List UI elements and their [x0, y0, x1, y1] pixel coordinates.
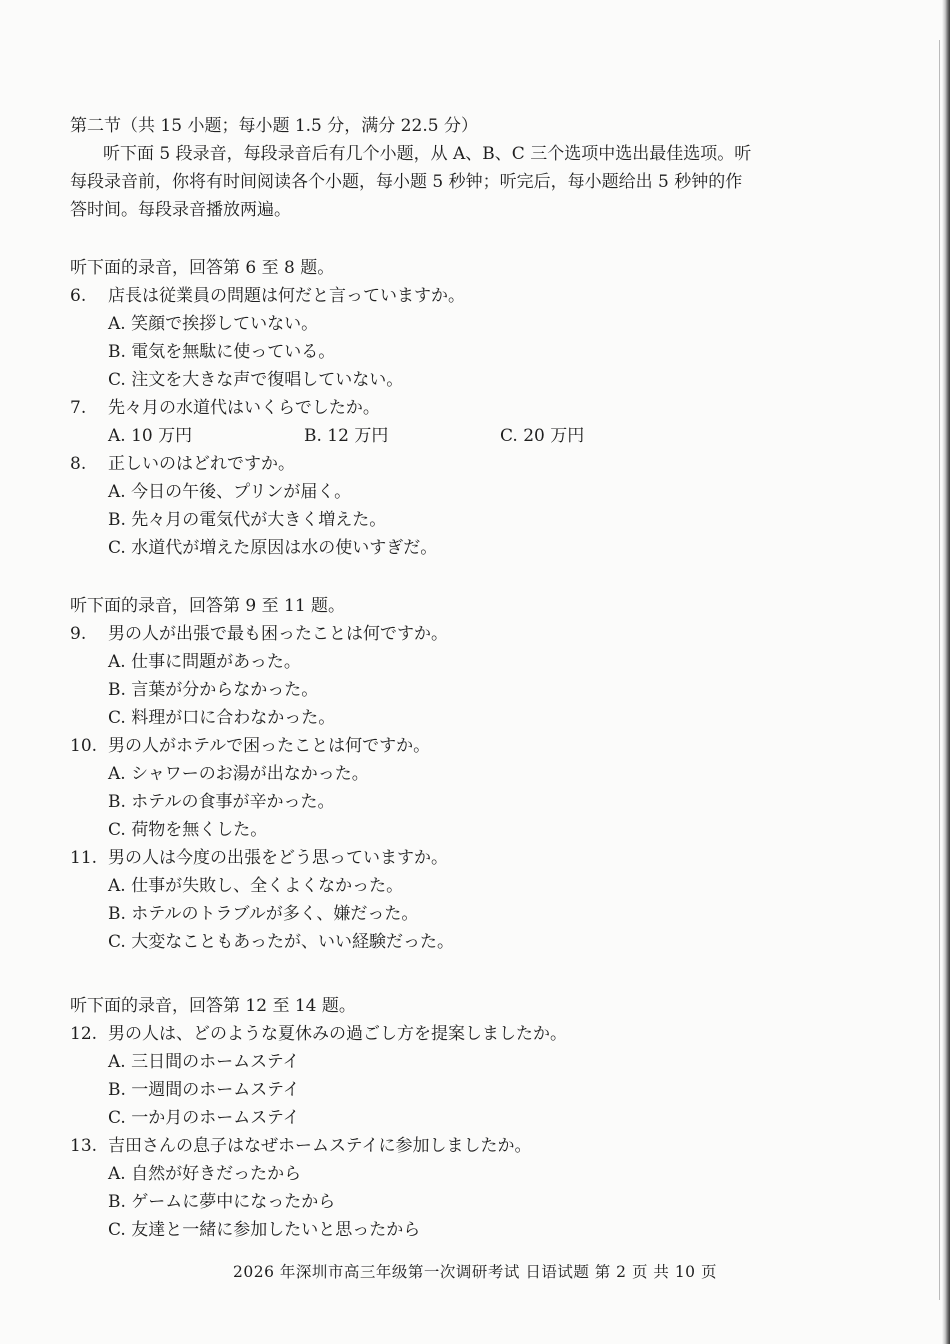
- instruction-line: 听下面 5 段录音，每段录音后有几个小题，从 A、B、C 三个选项中选出最佳选项。听: [103, 144, 752, 164]
- option-b: B. ホテルの食事が辛かった。: [108, 792, 335, 812]
- option-c: C. 料理が口に合わなかった。: [108, 708, 336, 728]
- group-intro: 听下面的录音，回答第 6 至 8 题。: [70, 258, 335, 278]
- question-text: 男の人は、どのような夏休みの過ごし方を提案しましたか。: [108, 1024, 567, 1044]
- option-b: B. 一週間のホームステイ: [108, 1080, 300, 1100]
- option-c: C. 荷物を無くした。: [108, 820, 268, 840]
- option-b: B. 先々月の電気代が大きく増えた。: [108, 510, 387, 530]
- option-a: A. 今日の午後、プリンが届く。: [108, 482, 352, 502]
- option-a: A. 笑顔で挨拶していない。: [108, 314, 319, 334]
- question-text: 男の人は今度の出張をどう思っていますか。: [108, 848, 448, 868]
- scan-edge-shadow: [942, 0, 950, 1344]
- question-12: [70, 1020, 850, 1048]
- option-c: C. 水道代が増えた原因は水の使いすぎだ。: [108, 538, 438, 558]
- scan-edge-line: [939, 40, 940, 1300]
- question-text: 男の人が出張で最も困ったことは何ですか。: [108, 624, 448, 644]
- option-a: A. 自然が好きだったから: [108, 1164, 302, 1184]
- instruction-line: 每段录音前，你将有时间阅读各个小题，每小题 5 秒钟；听完后，每小题给出 5 秒钟的作: [70, 172, 743, 192]
- question-10: [70, 732, 850, 760]
- question-6: [70, 282, 850, 310]
- option-a: A. 仕事が失敗し、全くよくなかった。: [108, 876, 404, 896]
- option-b: B. ゲームに夢中になったから: [108, 1192, 336, 1212]
- question-number: 11.: [70, 848, 98, 868]
- page-footer: 2026 年深圳市高三年级第一次调研考试 日语试题 第 2 页 共 10 页: [233, 1263, 717, 1281]
- group-intro: 听下面的录音，回答第 9 至 11 题。: [70, 596, 346, 616]
- question-number: 13.: [70, 1136, 98, 1156]
- question-text: 店長は従業員の問題は何だと言っていますか。: [108, 286, 465, 306]
- option-c: C. 大変なこともあったが、いい経験だった。: [108, 932, 455, 952]
- question-9: [70, 620, 850, 648]
- question-number: 9.: [70, 624, 87, 644]
- option-c: C. 一か月のホームステイ: [108, 1108, 300, 1128]
- question-number: 8.: [70, 454, 87, 474]
- section-header: 第二节（共 15 小题；每小题 1.5 分，满分 22.5 分）: [70, 116, 478, 136]
- option-b: B. ホテルのトラブルが多く、嫌だった。: [108, 904, 419, 924]
- question-13: [70, 1132, 850, 1160]
- option-a: A. 10 万円: [108, 426, 193, 446]
- question-text: 吉田さんの息子はなぜホームステイに参加しましたか。: [108, 1136, 532, 1156]
- exam-page: [70, 112, 850, 1244]
- question-text: 男の人がホテルで困ったことは何ですか。: [108, 736, 431, 756]
- option-b: B. 12 万円: [304, 426, 389, 446]
- option-a: A. 仕事に問題があった。: [108, 652, 301, 672]
- instruction-line: 答时间。每段录音播放两遍。: [70, 200, 291, 220]
- option-a: A. 三日間のホームステイ: [108, 1052, 300, 1072]
- options-row: [70, 422, 850, 450]
- question-number: 10.: [70, 736, 98, 756]
- option-a: A. シャワーのお湯が出なかった。: [108, 764, 369, 784]
- question-7: [70, 394, 850, 422]
- option-c: C. 20 万円: [500, 426, 585, 446]
- question-number: 12.: [70, 1024, 98, 1044]
- question-8: [70, 450, 850, 478]
- group-intro: 听下面的录音，回答第 12 至 14 题。: [70, 996, 356, 1016]
- question-number: 7.: [70, 398, 87, 418]
- option-b: B. 言葉が分からなかった。: [108, 680, 319, 700]
- option-b: B. 電気を無駄に使っている。: [108, 342, 336, 362]
- question-11: [70, 844, 850, 872]
- question-text: 正しいのはどれですか。: [108, 454, 295, 474]
- option-c: C. 友達と一緒に参加したいと思ったから: [108, 1220, 421, 1240]
- question-text: 先々月の水道代はいくらでしたか。: [108, 398, 380, 418]
- option-c: C. 注文を大きな声で復唱していない。: [108, 370, 404, 390]
- question-number: 6.: [70, 286, 87, 306]
